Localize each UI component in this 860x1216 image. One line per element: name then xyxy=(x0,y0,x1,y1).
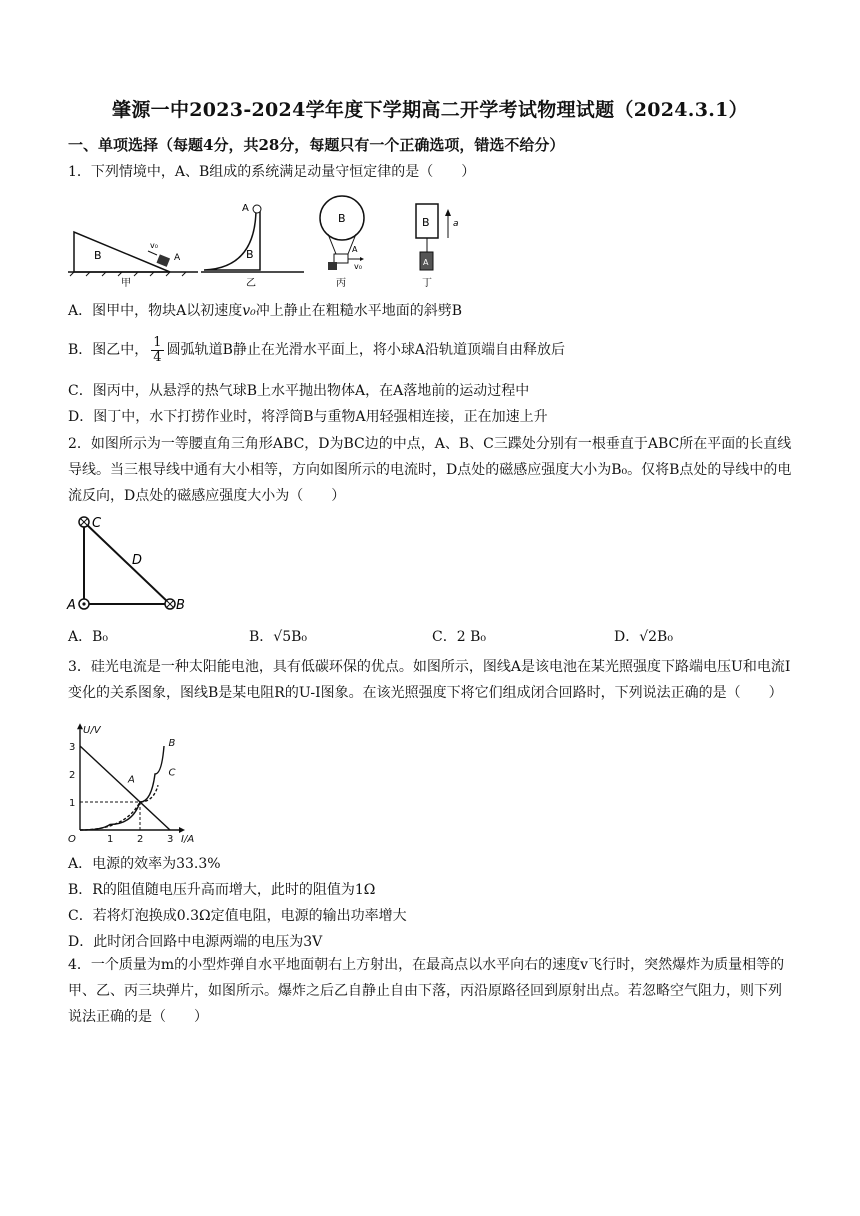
fig-bing-caption: 丙 xyxy=(336,278,346,289)
fig-jia-label-v0: v₀ xyxy=(150,241,158,250)
q2-option-b: B．√5B₀ xyxy=(249,629,308,645)
q4-stem: 4．一个质量为m的小型炸弹自水平地面朝右上方射出，在最高点以水平向右的速度v飞行时，突然爆炸为质量相等的甲、乙、丙三块弹片，如图所示。爆炸之后乙自静止自由下落，丙沿原路径回到原射出点。若忽略空气阻力，则下列说法正确的是（ ） xyxy=(68,957,785,1025)
section-heading: 一、单项选择（每题4分，共28分，每题只有一个正确选项，错选不给分） xyxy=(68,136,565,154)
y-tick-label: 2 xyxy=(69,770,76,781)
q2-triangle-figure xyxy=(66,512,196,616)
q2-option-d: D．√2B₀ xyxy=(614,629,673,645)
series-label-C: C xyxy=(168,767,176,779)
fig-jia-label-B: B xyxy=(94,249,102,262)
fig-ding-label-a: a xyxy=(453,219,459,229)
q2-stem: 2．如图所示为一等腰直角三角形ABC，D为BC边的中点，A、B、C三蹀处分别有一根垂直于ABC所在平面的长直线导线。当三根导线中通有大小相等，方向如图所示的电流时，D点处的磁感应强度大小为B₀。仅将B点处的导线中的电流反向，D点处的磁感应强度大小为（ ） xyxy=(68,436,792,504)
x-axis-arrow xyxy=(179,827,185,833)
y-tick-label: 1 xyxy=(69,798,76,809)
fig-jia-label-A: A xyxy=(174,253,181,263)
y-axis-label: U/V xyxy=(83,725,101,737)
q1-option-c: C．图丙中，从悬浮的热气球B上水平抛出物体A，在A落地前的运动过程中 xyxy=(68,383,530,399)
fig-yi-caption: 乙 xyxy=(246,278,256,289)
fig-q2-label-D: D xyxy=(132,553,143,568)
x-tick-label: 3 xyxy=(167,834,174,845)
fig-bing-label-v0: v₀ xyxy=(354,262,362,271)
exam-title: 肇源一中2023-2024学年度下学期高二开学考试物理试题（2024.3.1） xyxy=(112,99,748,121)
figure-yi xyxy=(201,203,304,289)
fig-jia-caption: 甲 xyxy=(121,278,131,289)
q1-option-d: D．图丁中，水下打捞作业时，将浮筒B与重物A用轻强相连接，正在加速上升 xyxy=(68,409,548,425)
q3-stem: 3．硅光电流是一种太阳能电池，具有低碳环保的优点。如图所示，图线A是该电池在某光照强度下路端电压U和电流I变化的关系图象，图线B是某电阻R的U-I图象。在该光照强度下将它们组成闭合回路时，下列说法正确的是（ ） xyxy=(68,659,791,701)
q1-option-a: A．图甲中，物块A以初速度v₀冲上静止在粗糙水平地面的斜劈B xyxy=(68,303,463,319)
origin-label: O xyxy=(68,834,76,845)
fig-q2-label-C: C xyxy=(92,516,102,531)
x-axis-label: I/A xyxy=(181,834,195,845)
fig-yi-label-A: A xyxy=(242,203,249,214)
figure-jia xyxy=(68,232,198,289)
fig-ding-caption: 丁 xyxy=(422,278,432,289)
fig-bing-label-B: B xyxy=(338,212,346,225)
fig-bing-label-A: A xyxy=(352,245,358,254)
q3-option-d: D．此时闭合回路中电源两端的电压为3V xyxy=(68,934,323,950)
series-label-B: B xyxy=(168,738,176,749)
y-tick-label: 3 xyxy=(69,742,76,753)
fig-q2-label-A: A xyxy=(67,598,76,613)
x-tick-label: 1 xyxy=(107,834,114,845)
fig-ding-label-A: A xyxy=(423,258,429,267)
figure-bing xyxy=(320,196,364,289)
q3-option-c: C．若将灯泡换成0.3Ω定值电阻，电源的输出功率增大 xyxy=(68,908,407,924)
figure-ding xyxy=(416,204,459,289)
q1-option-b: B．图乙中， $\frac{1}{4}$ 圆弧轨道B静止在光滑水平面上，将小球A沿轨道顶端自由释放后 xyxy=(68,334,565,365)
fig-yi-label-B: B xyxy=(246,248,254,261)
q3-option-b: B．R的阻值随电压升高而增大，此时的阻值为1Ω xyxy=(68,882,376,898)
q1-figures xyxy=(66,196,466,289)
x-tick-label: 2 xyxy=(137,834,144,845)
ui-chart xyxy=(66,725,206,848)
quarter-fraction: $\frac{1}{4}$ xyxy=(153,334,162,365)
q3-option-a: A．电源的效率为33.3% xyxy=(68,856,221,872)
fig-q2-label-B: B xyxy=(176,598,185,613)
fig-ding-label-B: B xyxy=(422,216,430,229)
q1-stem: 1．下列情境中，A、B组成的系统满足动量守恒定律的是（ ） xyxy=(68,164,476,180)
q2-option-c: C．2 B₀ xyxy=(432,629,486,645)
series-line-A xyxy=(80,746,170,830)
q2-option-a: A．B₀ xyxy=(68,629,109,645)
series-label-A: A xyxy=(128,774,135,786)
